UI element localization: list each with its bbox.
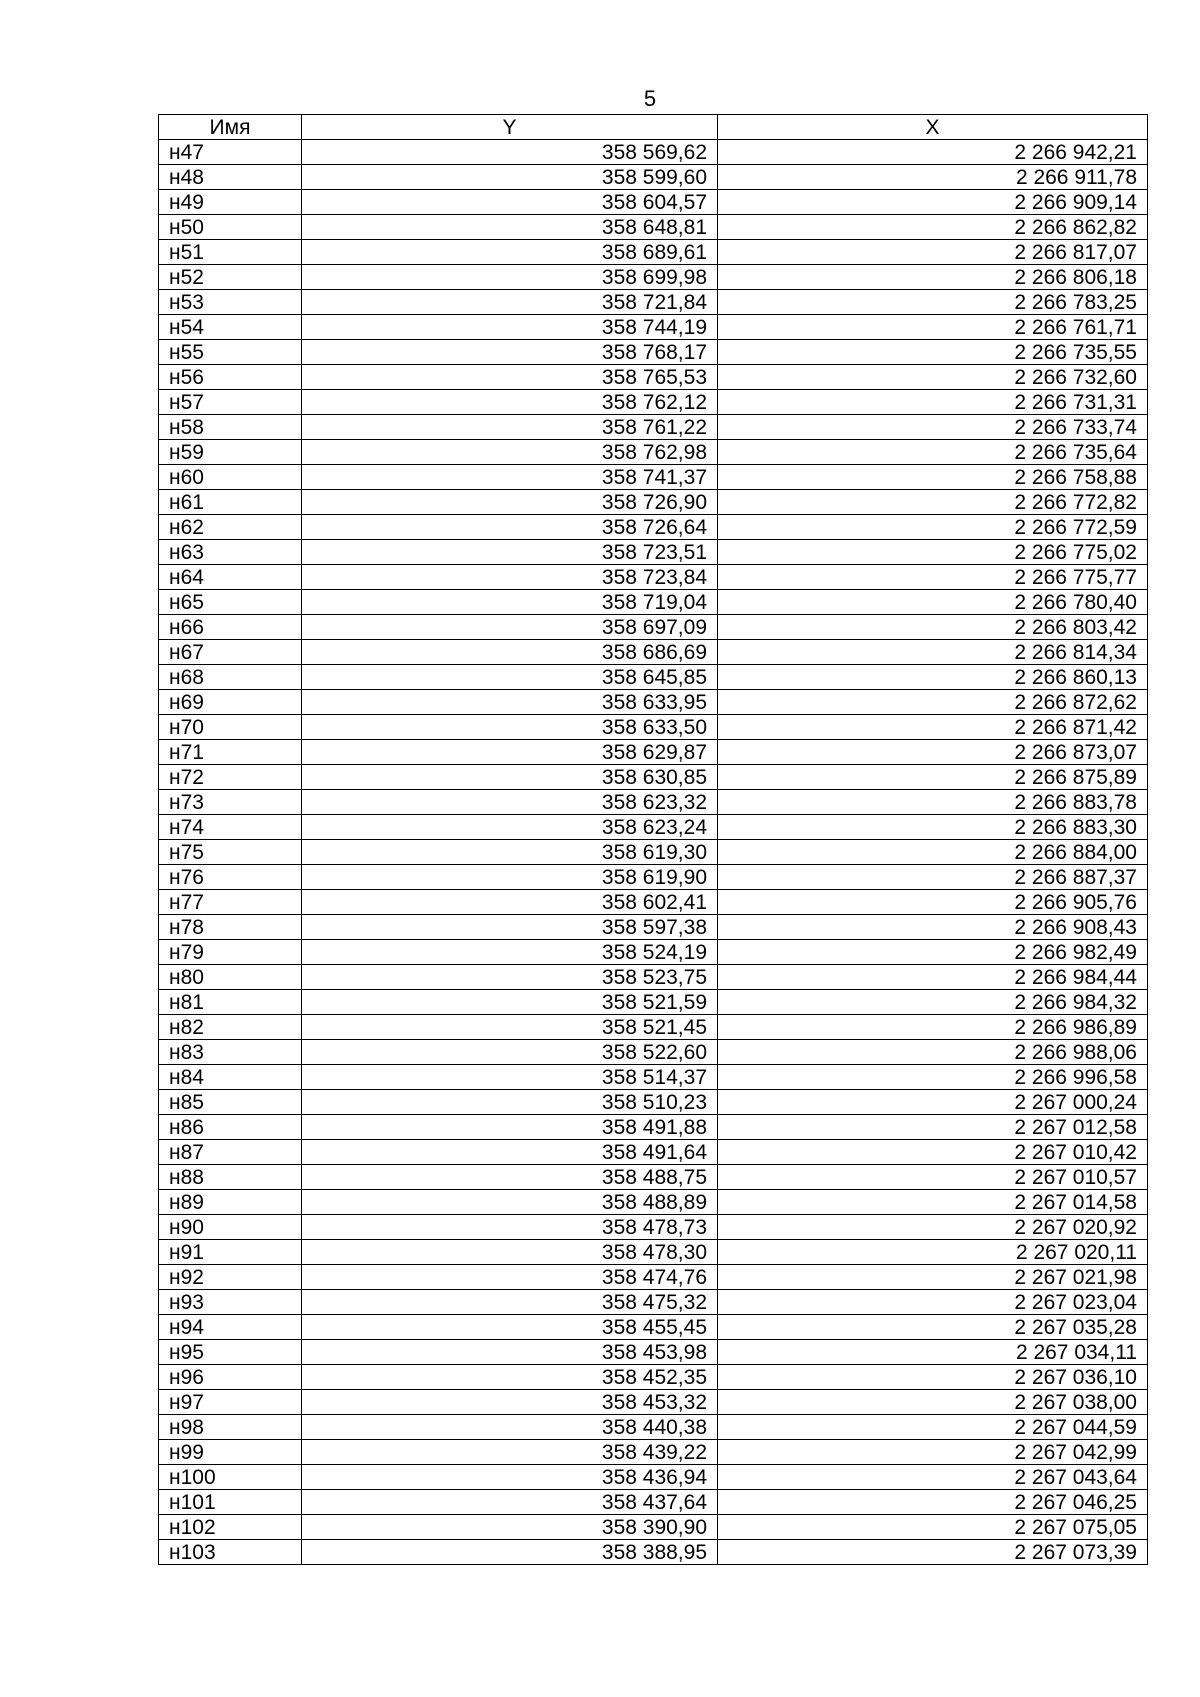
point-name-cell: н49 (159, 190, 302, 215)
y-coordinate-cell: 358 630,85 (302, 765, 718, 790)
x-coordinate-cell: 2 266 814,34 (718, 640, 1148, 665)
x-coordinate-cell: 2 266 986,89 (718, 1015, 1148, 1040)
header-x: X (718, 115, 1148, 140)
table-row (159, 1490, 1148, 1515)
x-coordinate-cell: 2 267 010,57 (718, 1165, 1148, 1190)
table-row (159, 615, 1148, 640)
point-name-cell: н68 (159, 665, 302, 690)
table-row (159, 390, 1148, 415)
y-coordinate-cell: 358 510,23 (302, 1090, 718, 1115)
point-name-cell: н74 (159, 815, 302, 840)
point-name-cell: н92 (159, 1265, 302, 1290)
y-coordinate-cell: 358 629,87 (302, 740, 718, 765)
point-name-cell: н82 (159, 1015, 302, 1040)
header-name: Имя (159, 115, 302, 140)
x-coordinate-cell: 2 266 761,71 (718, 315, 1148, 340)
x-coordinate-cell: 2 266 758,88 (718, 465, 1148, 490)
table-row (159, 1290, 1148, 1315)
point-name-cell: н57 (159, 390, 302, 415)
y-coordinate-cell: 358 390,90 (302, 1515, 718, 1540)
table-row (159, 565, 1148, 590)
point-name-cell: н63 (159, 540, 302, 565)
table-row (159, 790, 1148, 815)
x-coordinate-cell: 2 267 034,11 (718, 1340, 1148, 1365)
y-coordinate-cell: 358 623,32 (302, 790, 718, 815)
y-coordinate-cell: 358 619,30 (302, 840, 718, 865)
table-row (159, 415, 1148, 440)
header-row (159, 115, 1148, 140)
point-name-cell: н67 (159, 640, 302, 665)
table-row (159, 915, 1148, 940)
table-row (159, 1515, 1148, 1540)
x-coordinate-cell: 2 267 020,92 (718, 1215, 1148, 1240)
table-row (159, 890, 1148, 915)
table-row (159, 215, 1148, 240)
header-y: Y (302, 115, 718, 140)
table-row (159, 165, 1148, 190)
x-coordinate-cell: 2 266 803,42 (718, 615, 1148, 640)
table-row (159, 240, 1148, 265)
point-name-cell: н50 (159, 215, 302, 240)
table-row (159, 1115, 1148, 1140)
table-row (159, 265, 1148, 290)
y-coordinate-cell: 358 478,73 (302, 1215, 718, 1240)
y-coordinate-cell: 358 439,22 (302, 1440, 718, 1465)
point-name-cell: н72 (159, 765, 302, 790)
x-coordinate-cell: 2 266 735,64 (718, 440, 1148, 465)
point-name-cell: н53 (159, 290, 302, 315)
point-name-cell: н76 (159, 865, 302, 890)
table-row (159, 365, 1148, 390)
table-row (159, 690, 1148, 715)
x-coordinate-cell: 2 267 000,24 (718, 1090, 1148, 1115)
y-coordinate-cell: 358 741,37 (302, 465, 718, 490)
point-name-cell: н51 (159, 240, 302, 265)
x-coordinate-cell: 2 266 875,89 (718, 765, 1148, 790)
x-coordinate-cell: 2 266 887,37 (718, 865, 1148, 890)
point-name-cell: н97 (159, 1390, 302, 1415)
x-coordinate-cell: 2 267 021,98 (718, 1265, 1148, 1290)
point-name-cell: н61 (159, 490, 302, 515)
point-name-cell: н56 (159, 365, 302, 390)
table-row (159, 515, 1148, 540)
point-name-cell: н103 (159, 1540, 302, 1565)
y-coordinate-cell: 358 523,75 (302, 965, 718, 990)
coordinates-table (158, 114, 1148, 1565)
point-name-cell: н66 (159, 615, 302, 640)
y-coordinate-cell: 358 768,17 (302, 340, 718, 365)
table-header (159, 115, 1148, 140)
y-coordinate-cell: 358 478,30 (302, 1240, 718, 1265)
x-coordinate-cell: 2 266 732,60 (718, 365, 1148, 390)
table-row (159, 1415, 1148, 1440)
y-coordinate-cell: 358 436,94 (302, 1465, 718, 1490)
y-coordinate-cell: 358 599,60 (302, 165, 718, 190)
y-coordinate-cell: 358 604,57 (302, 190, 718, 215)
point-name-cell: н101 (159, 1490, 302, 1515)
point-name-cell: н81 (159, 990, 302, 1015)
y-coordinate-cell: 358 491,88 (302, 1115, 718, 1140)
point-name-cell: н96 (159, 1365, 302, 1390)
x-coordinate-cell: 2 267 014,58 (718, 1190, 1148, 1215)
table-row (159, 1090, 1148, 1115)
y-coordinate-cell: 358 699,98 (302, 265, 718, 290)
page-number: 5 (643, 86, 657, 111)
table-row (159, 1165, 1148, 1190)
point-name-cell: н100 (159, 1465, 302, 1490)
x-coordinate-cell: 2 266 735,55 (718, 340, 1148, 365)
table-row (159, 1065, 1148, 1090)
table-row (159, 1465, 1148, 1490)
y-coordinate-cell: 358 689,61 (302, 240, 718, 265)
point-name-cell: н70 (159, 715, 302, 740)
table-row (159, 1315, 1148, 1340)
x-coordinate-cell: 2 266 909,14 (718, 190, 1148, 215)
point-name-cell: н62 (159, 515, 302, 540)
y-coordinate-cell: 358 455,45 (302, 1315, 718, 1340)
table-row (159, 1265, 1148, 1290)
point-name-cell: н87 (159, 1140, 302, 1165)
point-name-cell: н93 (159, 1290, 302, 1315)
x-coordinate-cell: 2 267 020,11 (718, 1240, 1148, 1265)
x-coordinate-cell: 2 266 772,59 (718, 515, 1148, 540)
table-row (159, 1440, 1148, 1465)
y-coordinate-cell: 358 623,24 (302, 815, 718, 840)
point-name-cell: н47 (159, 140, 302, 165)
x-coordinate-cell: 2 266 806,18 (718, 265, 1148, 290)
point-name-cell: н89 (159, 1190, 302, 1215)
point-name-cell: н84 (159, 1065, 302, 1090)
point-name-cell: н73 (159, 790, 302, 815)
x-coordinate-cell: 2 266 860,13 (718, 665, 1148, 690)
y-coordinate-cell: 358 488,89 (302, 1190, 718, 1215)
table-row (159, 440, 1148, 465)
x-coordinate-cell: 2 266 984,32 (718, 990, 1148, 1015)
y-coordinate-cell: 358 569,62 (302, 140, 718, 165)
y-coordinate-cell: 358 723,84 (302, 565, 718, 590)
x-coordinate-cell: 2 266 883,30 (718, 815, 1148, 840)
x-coordinate-cell: 2 267 043,64 (718, 1465, 1148, 1490)
table-row (159, 1215, 1148, 1240)
point-name-cell: н99 (159, 1440, 302, 1465)
point-name-cell: н83 (159, 1040, 302, 1065)
point-name-cell: н77 (159, 890, 302, 915)
point-name-cell: н69 (159, 690, 302, 715)
point-name-cell: н54 (159, 315, 302, 340)
x-coordinate-cell: 2 266 905,76 (718, 890, 1148, 915)
point-name-cell: н98 (159, 1415, 302, 1440)
x-coordinate-cell: 2 267 035,28 (718, 1315, 1148, 1340)
point-name-cell: н58 (159, 415, 302, 440)
table-row (159, 1140, 1148, 1165)
table-row (159, 840, 1148, 865)
table-row (159, 465, 1148, 490)
point-name-cell: н60 (159, 465, 302, 490)
x-coordinate-cell: 2 266 883,78 (718, 790, 1148, 815)
y-coordinate-cell: 358 453,98 (302, 1340, 718, 1365)
y-coordinate-cell: 358 719,04 (302, 590, 718, 615)
point-name-cell: н95 (159, 1340, 302, 1365)
table-row (159, 190, 1148, 215)
point-name-cell: н52 (159, 265, 302, 290)
table-row (159, 490, 1148, 515)
table-row (159, 740, 1148, 765)
x-coordinate-cell: 2 267 075,05 (718, 1515, 1148, 1540)
y-coordinate-cell: 358 475,32 (302, 1290, 718, 1315)
table-row (159, 315, 1148, 340)
y-coordinate-cell: 358 602,41 (302, 890, 718, 915)
x-coordinate-cell: 2 266 733,74 (718, 415, 1148, 440)
y-coordinate-cell: 358 648,81 (302, 215, 718, 240)
point-name-cell: н59 (159, 440, 302, 465)
y-coordinate-cell: 358 645,85 (302, 665, 718, 690)
y-coordinate-cell: 358 488,75 (302, 1165, 718, 1190)
y-coordinate-cell: 358 452,35 (302, 1365, 718, 1390)
x-coordinate-cell: 2 266 984,44 (718, 965, 1148, 990)
table-row (159, 1015, 1148, 1040)
y-coordinate-cell: 358 761,22 (302, 415, 718, 440)
y-coordinate-cell: 358 686,69 (302, 640, 718, 665)
table-row (159, 290, 1148, 315)
y-coordinate-cell: 358 597,38 (302, 915, 718, 940)
x-coordinate-cell: 2 267 010,42 (718, 1140, 1148, 1165)
table-row (159, 715, 1148, 740)
x-coordinate-cell: 2 266 871,42 (718, 715, 1148, 740)
x-coordinate-cell: 2 267 023,04 (718, 1290, 1148, 1315)
x-coordinate-cell: 2 266 783,25 (718, 290, 1148, 315)
table-row (159, 965, 1148, 990)
table-row (159, 1390, 1148, 1415)
x-coordinate-cell: 2 266 872,62 (718, 690, 1148, 715)
point-name-cell: н65 (159, 590, 302, 615)
point-name-cell: н88 (159, 1165, 302, 1190)
x-coordinate-cell: 2 266 772,82 (718, 490, 1148, 515)
table-row (159, 865, 1148, 890)
point-name-cell: н94 (159, 1315, 302, 1340)
table-row (159, 1540, 1148, 1565)
point-name-cell: н79 (159, 940, 302, 965)
y-coordinate-cell: 358 619,90 (302, 865, 718, 890)
y-coordinate-cell: 358 514,37 (302, 1065, 718, 1090)
y-coordinate-cell: 358 524,19 (302, 940, 718, 965)
x-coordinate-cell: 2 266 911,78 (718, 165, 1148, 190)
y-coordinate-cell: 358 633,50 (302, 715, 718, 740)
y-coordinate-cell: 358 521,59 (302, 990, 718, 1015)
table-row (159, 990, 1148, 1015)
table-row (159, 1040, 1148, 1065)
y-coordinate-cell: 358 491,64 (302, 1140, 718, 1165)
table-row (159, 765, 1148, 790)
point-name-cell: н71 (159, 740, 302, 765)
x-coordinate-cell: 2 266 982,49 (718, 940, 1148, 965)
point-name-cell: н75 (159, 840, 302, 865)
x-coordinate-cell: 2 267 012,58 (718, 1115, 1148, 1140)
y-coordinate-cell: 358 723,51 (302, 540, 718, 565)
x-coordinate-cell: 2 266 873,07 (718, 740, 1148, 765)
y-coordinate-cell: 358 697,09 (302, 615, 718, 640)
x-coordinate-cell: 2 266 908,43 (718, 915, 1148, 940)
table-row (159, 1240, 1148, 1265)
point-name-cell: н102 (159, 1515, 302, 1540)
x-coordinate-cell: 2 267 036,10 (718, 1365, 1148, 1390)
point-name-cell: н55 (159, 340, 302, 365)
point-name-cell: н78 (159, 915, 302, 940)
y-coordinate-cell: 358 744,19 (302, 315, 718, 340)
y-coordinate-cell: 358 474,76 (302, 1265, 718, 1290)
y-coordinate-cell: 358 440,38 (302, 1415, 718, 1440)
table-row (159, 340, 1148, 365)
x-coordinate-cell: 2 267 044,59 (718, 1415, 1148, 1440)
y-coordinate-cell: 358 453,32 (302, 1390, 718, 1415)
y-coordinate-cell: 358 633,95 (302, 690, 718, 715)
table-row (159, 140, 1148, 165)
x-coordinate-cell: 2 267 073,39 (718, 1540, 1148, 1565)
y-coordinate-cell: 358 726,64 (302, 515, 718, 540)
y-coordinate-cell: 358 521,45 (302, 1015, 718, 1040)
table-row (159, 1365, 1148, 1390)
point-name-cell: н80 (159, 965, 302, 990)
y-coordinate-cell: 358 388,95 (302, 1540, 718, 1565)
table-row (159, 1190, 1148, 1215)
y-coordinate-cell: 358 721,84 (302, 290, 718, 315)
point-name-cell: н85 (159, 1090, 302, 1115)
table-row (159, 1340, 1148, 1365)
x-coordinate-cell: 2 267 046,25 (718, 1490, 1148, 1515)
x-coordinate-cell: 2 266 862,82 (718, 215, 1148, 240)
table-row (159, 665, 1148, 690)
x-coordinate-cell: 2 266 988,06 (718, 1040, 1148, 1065)
table-row (159, 640, 1148, 665)
y-coordinate-cell: 358 437,64 (302, 1490, 718, 1515)
point-name-cell: н86 (159, 1115, 302, 1140)
x-coordinate-cell: 2 266 942,21 (718, 140, 1148, 165)
point-name-cell: н64 (159, 565, 302, 590)
x-coordinate-cell: 2 266 884,00 (718, 840, 1148, 865)
x-coordinate-cell: 2 266 775,77 (718, 565, 1148, 590)
table-body (159, 140, 1148, 1565)
x-coordinate-cell: 2 266 780,40 (718, 590, 1148, 615)
y-coordinate-cell: 358 726,90 (302, 490, 718, 515)
table-row (159, 815, 1148, 840)
table-row (159, 540, 1148, 565)
y-coordinate-cell: 358 765,53 (302, 365, 718, 390)
point-name-cell: н48 (159, 165, 302, 190)
x-coordinate-cell: 2 266 996,58 (718, 1065, 1148, 1090)
x-coordinate-cell: 2 267 038,00 (718, 1390, 1148, 1415)
x-coordinate-cell: 2 266 817,07 (718, 240, 1148, 265)
y-coordinate-cell: 358 522,60 (302, 1040, 718, 1065)
point-name-cell: н91 (159, 1240, 302, 1265)
x-coordinate-cell: 2 266 731,31 (718, 390, 1148, 415)
point-name-cell: н90 (159, 1215, 302, 1240)
x-coordinate-cell: 2 266 775,02 (718, 540, 1148, 565)
table-row (159, 940, 1148, 965)
x-coordinate-cell: 2 267 042,99 (718, 1440, 1148, 1465)
y-coordinate-cell: 358 762,12 (302, 390, 718, 415)
y-coordinate-cell: 358 762,98 (302, 440, 718, 465)
table-row (159, 590, 1148, 615)
